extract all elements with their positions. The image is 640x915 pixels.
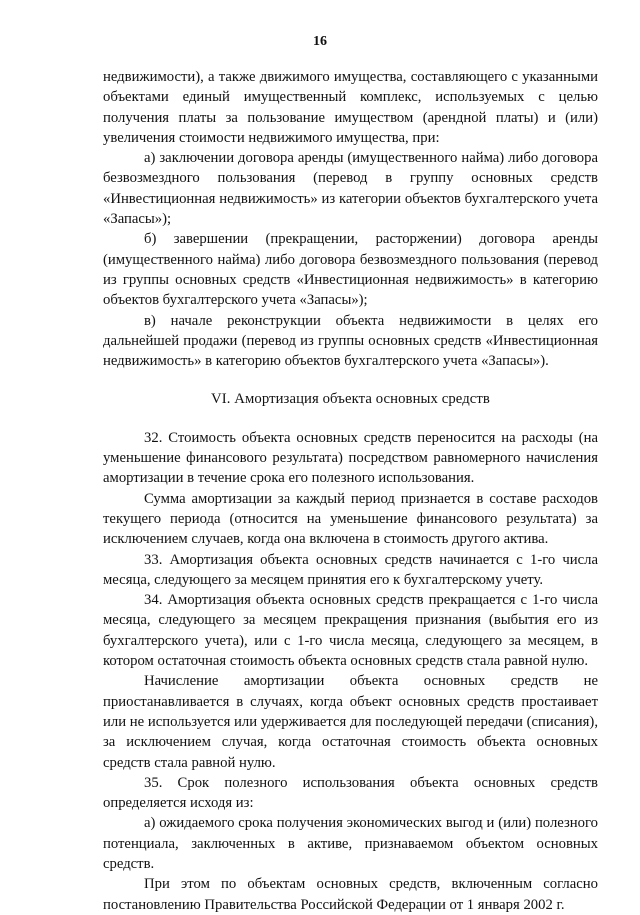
list-item-b: б) завершении (прекращении, расторжении) договора аренды (имущественного найма) либо договора безвозмездного пользования (перевод из группы основных средств «Инвестиционная недвижимость» в категорию объектов бухгалтерского учета «Запасы»); bbox=[103, 231, 598, 309]
clause-35: 35. Срок полезного использования объекта основных средств определяется исходя из: bbox=[103, 774, 598, 812]
paragraph-amortization-sum: Сумма амортизации за каждый период признается в составе расходов текущего периода (относится на уменьшение финансового результата) за исключением случаев, когда она включена в стоимость другого актива. bbox=[103, 490, 598, 548]
paragraph-government-decree: При этом по объектам основных средств, включенным согласно постановлению Правительства Российской Федерации от 1 января 2002 г. bbox=[103, 876, 598, 913]
section-heading: VI. Амортизация объекта основных средств bbox=[211, 391, 490, 408]
clause-32: 32. Стоимость объекта основных средств переносится на расходы (на уменьшение финансового результата) посредством равномерного начисления амортизации в течение срока его полезного использования. bbox=[103, 429, 598, 487]
clause-33: 33. Амортизация объекта основных средств начинается с 1-го числа месяца, следующего за месяцем принятия его к бухгалтерскому учету. bbox=[103, 551, 598, 588]
document-body bbox=[103, 67, 598, 915]
list-item-a: а) заключении договора аренды (имущественного найма) либо договора безвозмездного пользования (перевод в группу основных средств «Инвестиционная недвижимость» из категории объектов бухгалтерского учета «Запасы»); bbox=[103, 150, 598, 228]
page-number: 16 bbox=[313, 34, 327, 49]
clause-34: 34. Амортизация объекта основных средств прекращается с 1-го числа месяца, следующего за месяцем прекращения признания (выбытия его из бухгалтерского учета), или с 1-го числа месяца, следующего за месяцем, в котором остаточная стоимость объекта основных средств стала равной нулю. bbox=[103, 592, 598, 670]
paragraph-no-suspension: Начисление амортизации объекта основных средств не приостанавливается в случаях, когда объект основных средств простаивает или не используется или удерживается для последующей передачи (списания), за исключением случая, когда остаточная стоимость объекта основных средств стала равной нулю. bbox=[103, 673, 598, 771]
list-item-c: в) начале реконструкции объекта недвижимости в целях его дальнейшей продажи (перевод из группы основных средств «Инвестиционная недвижимость» в категорию объектов бухгалтерского учета «Запасы»). bbox=[103, 312, 598, 370]
clause-35-item-a: а) ожидаемого срока получения экономических выгод и (или) полезного потенциала, заключенных в активе, признаваемом объектом основных средств. bbox=[103, 815, 598, 872]
paragraph-continuation: недвижимости), а также движимого имущества, составляющего с указанными объектами единый имущественный комплекс, используемых с целью получения платы за пользование имуществом (арендной платы) и (или) увеличения стоимости недвижимого имущества, при: bbox=[103, 69, 598, 146]
